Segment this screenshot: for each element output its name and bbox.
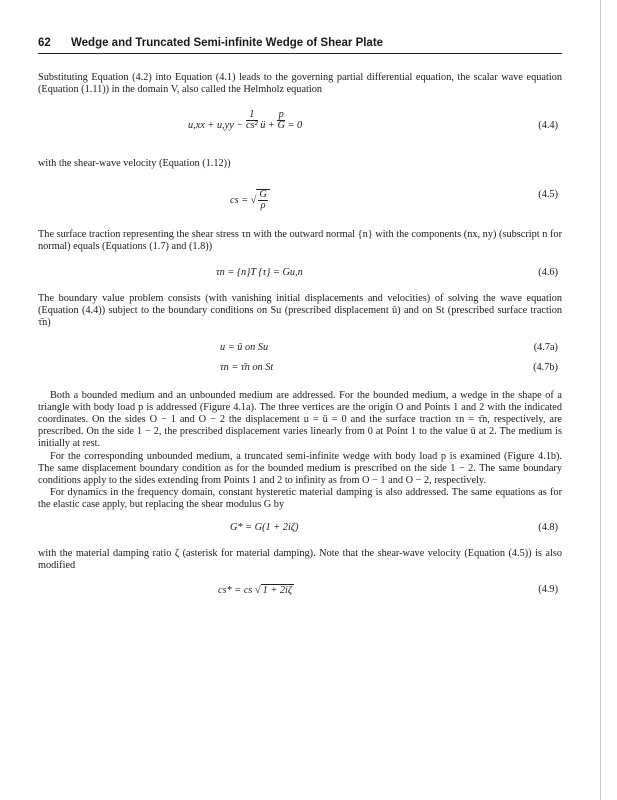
equation-number: (4.5) (538, 188, 558, 200)
paragraph: The boundary value problem consists (with vanishing initial displacements and velocities) of solving the wave equation (Equation (4.4)) subject to the boundary conditions on Su (prescribed displacement ū) and on St (prescribed surface traction τ̄n) (38, 293, 562, 329)
equation-4-4: u,xx + u,yy − $\frac{1}{\text{cs²}}$ ü + $\frac{p}{G}$ = 0 (4.4) (188, 108, 558, 132)
equation-4-6: τn = {n}T {τ} = Gu,n (4.6) (216, 267, 558, 279)
paragraph: The surface traction representing the shear stress τn with the outward normal {n} with the components (nx, ny) (subscript n for normal) equals (Equations (1.7) and (1.8)) (38, 228, 562, 252)
equation-number: (4.7a) (533, 341, 558, 353)
equation-number: (4.9) (538, 584, 558, 596)
body-text (38, 72, 562, 598)
paragraph: Substituting Equation (4.2) into Equation (4.1) leads to the governing partial differential equation, the scalar wave equation (Equation (1.11)) in the domain V, also called the Helmholz equation (38, 72, 562, 96)
equation-number: (4.4) (538, 120, 558, 132)
paragraph: with the material damping ratio ζ (asterisk for material damping). Note that the shear-wave velocity (Equation (4.5)) is also modified (38, 547, 562, 571)
equation-4-7b: τn = τ̄n on St (4.7b) (220, 361, 558, 373)
equation-number: (4.6) (538, 267, 558, 279)
header-rule (38, 53, 562, 54)
equation-4-5: cs = √ $\frac{G}{\rho}$ (4.5) (230, 188, 558, 211)
paragraph: For dynamics in the frequency domain, constant hysteretic material damping is also addressed. The same equations as for the elastic case apply, but replacing the shear modulus G by (38, 487, 562, 511)
paragraph: with the shear-wave velocity (Equation (1.12)) (38, 158, 231, 170)
running-header (38, 37, 563, 49)
page-number: 62 (38, 37, 51, 49)
chapter-title: Wedge and Truncated Semi-infinite Wedge of Shear Plate (71, 37, 384, 49)
equation-number: (4.7b) (533, 361, 558, 373)
equation-4-9: cs* = cs √ 1 + 2iζ (4.9) (218, 584, 558, 597)
equation-4-8: G* = G(1 + 2iζ) (4.8) (230, 521, 558, 533)
equation-number: (4.8) (538, 521, 558, 533)
page-edge (600, 0, 601, 800)
paragraph: Both a bounded medium and an unbounded medium are addressed. For the bounded medium, a wedge in the shape of a triangle with body load p is addressed (Figure 4.1a). The three vertices are the origin O and Points 1 and 2 with the indicated coordinates. On the sides O − 1 and O − 2 the displacement u = ū = 0 and the surface traction τn = τ̄n, respectively, are prescribed. On the side 1 − 2, the prescribed displacement varies linearly from 0 at Point 1 to the value ū at 2. The medium is initially at rest. (38, 389, 562, 450)
paragraph: For the corresponding unbounded medium, a truncated semi-infinite wedge with body load p is examined (Figure 4.1b). The same displacement boundary condition as for the bounded medium is prescribed on the side 1 − 2. The same boundary conditions apply to the sides extending from Points 1 and 2 to infinity as from O − 1 and O − 2, respectively. (38, 450, 562, 487)
equation-4-7a: u = ū on Su (4.7a) (220, 341, 558, 353)
